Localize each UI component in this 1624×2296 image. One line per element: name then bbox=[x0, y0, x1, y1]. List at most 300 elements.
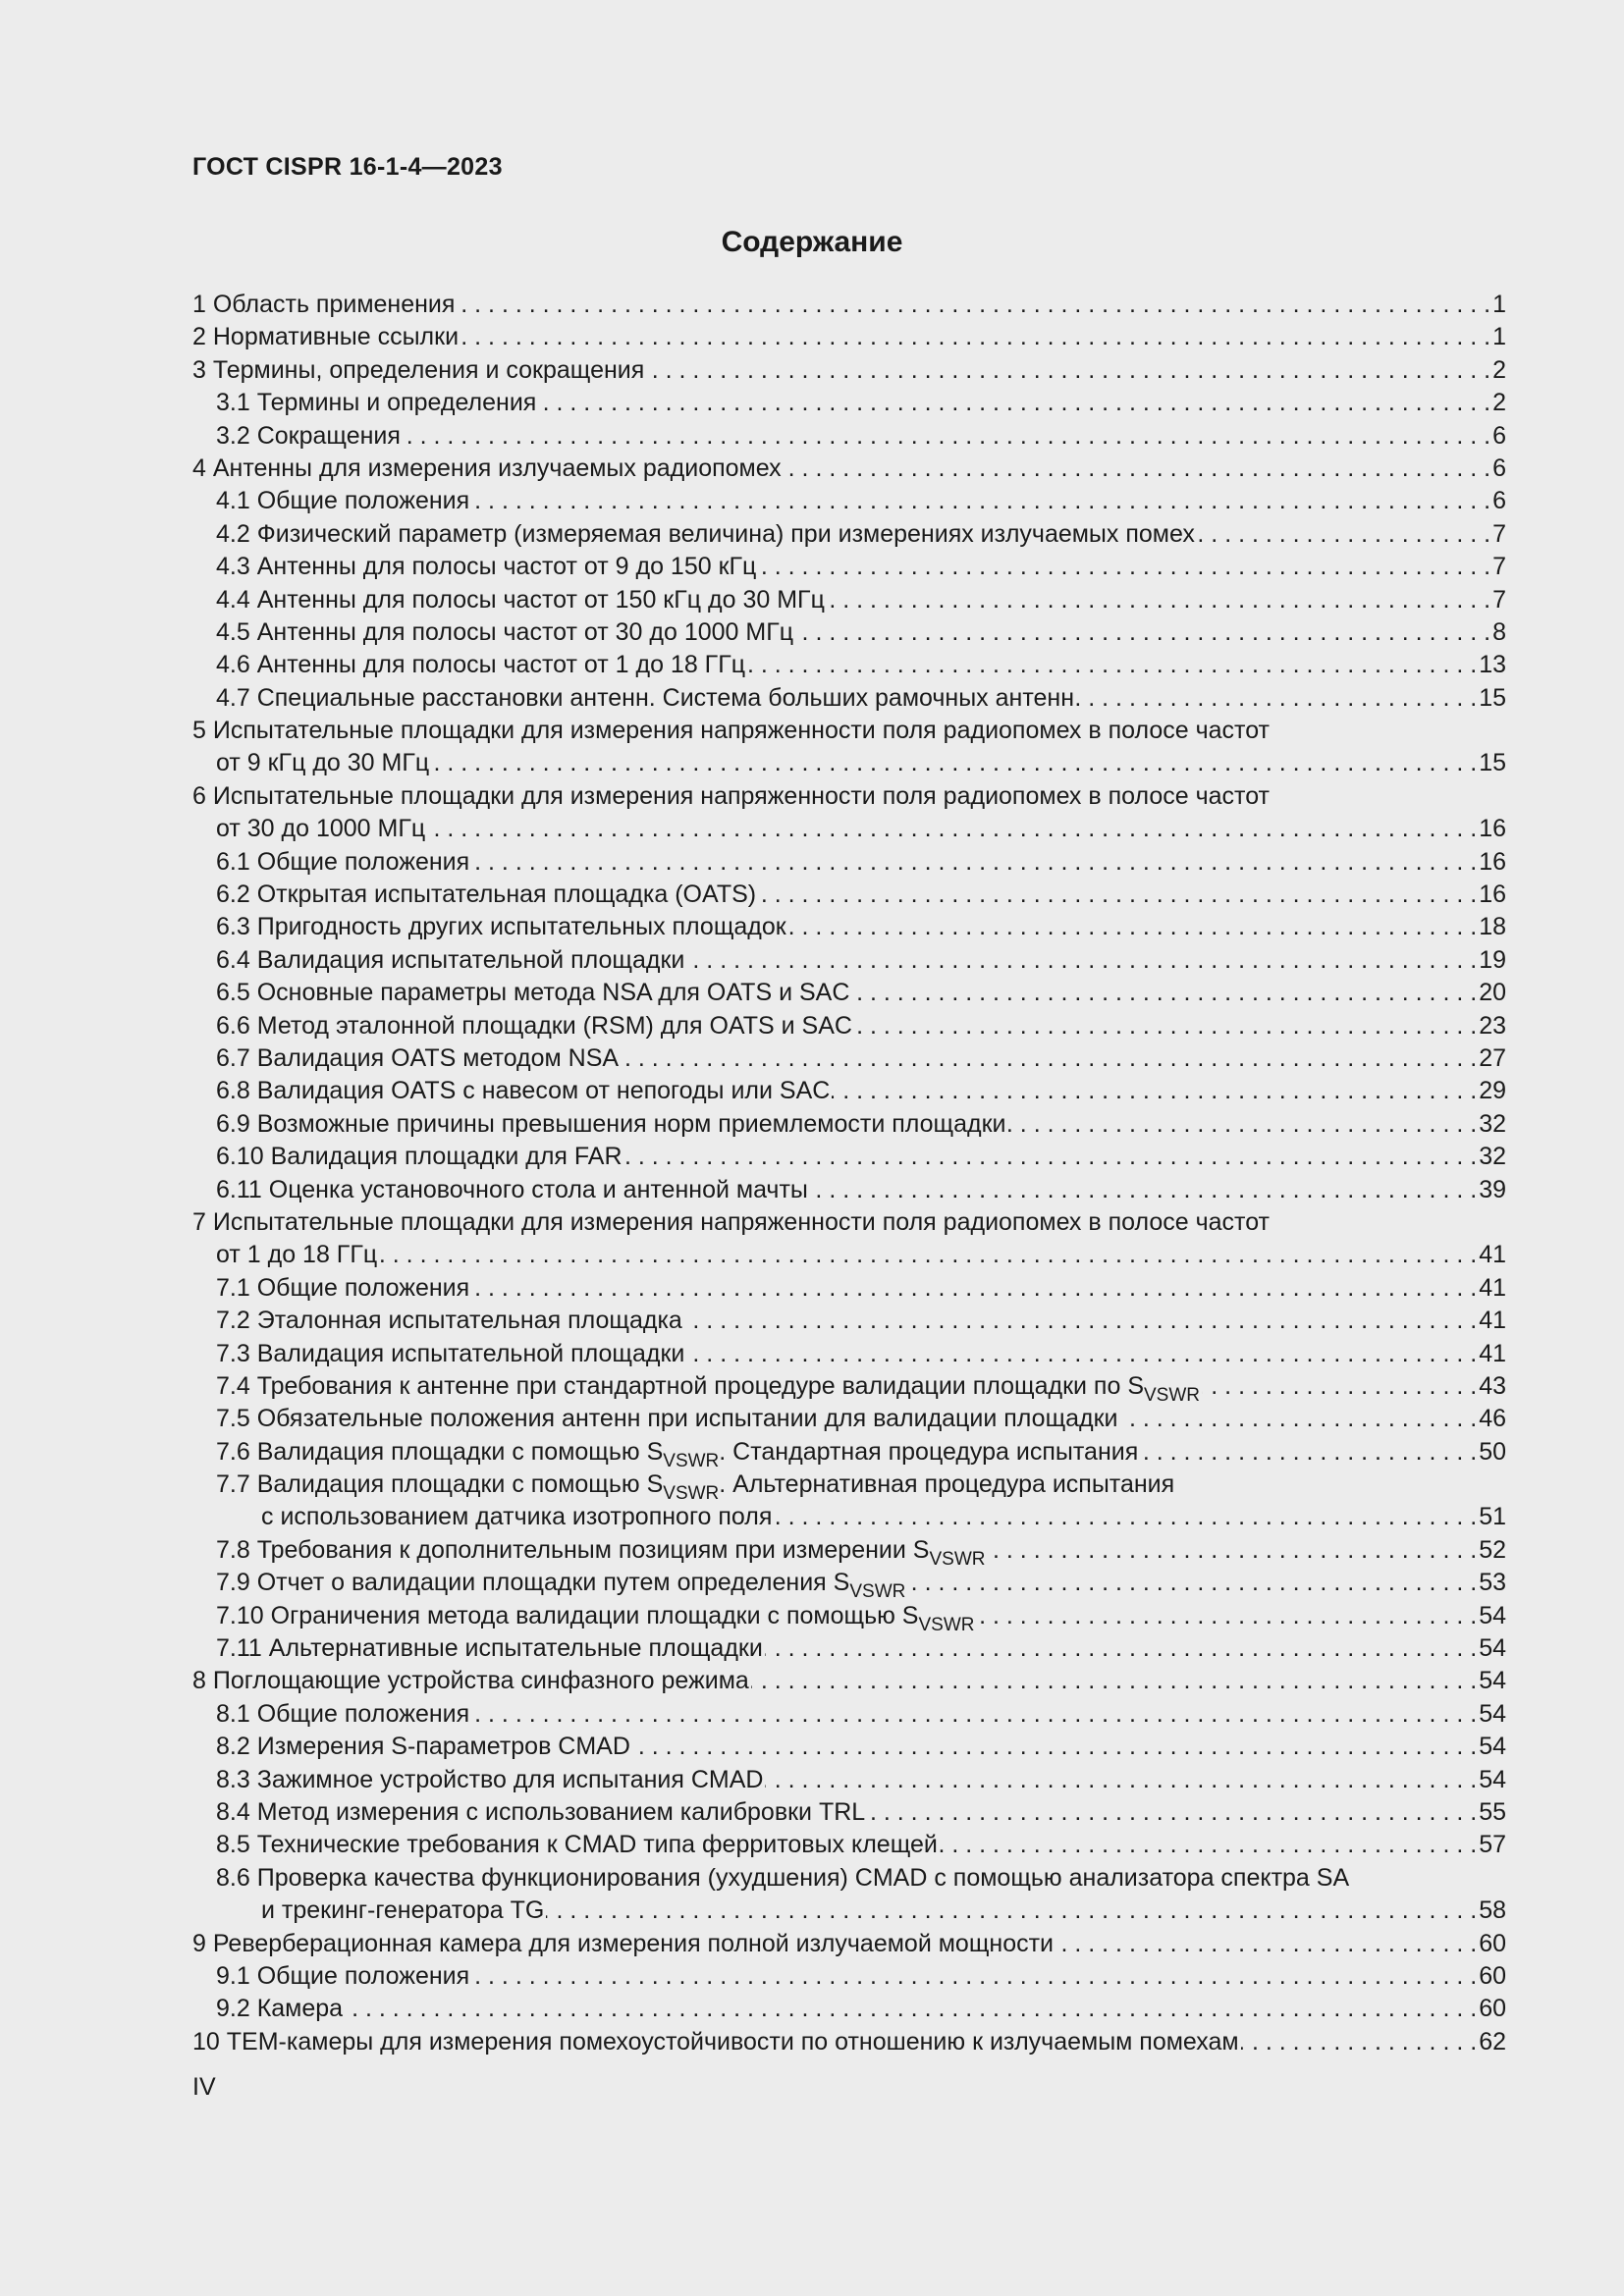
toc-entry-text: Сокращения bbox=[256, 421, 401, 450]
toc-entry-text: Испытательные площадки для измерения напряженности поля радиопомех в полосе частот bbox=[212, 781, 1271, 810]
toc-entry-text: Антенны для полосы частот от 30 до 1000 МГц bbox=[256, 617, 794, 646]
toc-entry-number: 6.7 bbox=[216, 1043, 250, 1072]
toc-leader-dots bbox=[1076, 682, 1477, 715]
toc-page-number: 6 bbox=[1492, 454, 1506, 482]
toc-entry[interactable] bbox=[192, 1698, 1506, 1731]
toc-entry-title bbox=[216, 1108, 1006, 1141]
toc-entry-text: Зажимное устройство для испытания CMAD bbox=[256, 1765, 764, 1793]
toc-entry-text: Термины, определения и сокращения bbox=[212, 355, 645, 384]
toc-entry-text: Основные параметры метода NSA для OATS и SAC bbox=[256, 979, 850, 1007]
toc-entry-number: 7.1 bbox=[216, 1273, 250, 1302]
toc-entry-title bbox=[216, 420, 401, 453]
toc-entry-number: 9.2 bbox=[216, 1995, 250, 2023]
toc-entry-text: Измерения S-параметров CMAD bbox=[256, 1733, 630, 1761]
toc-entry-text: Реверберационная камера для измерения полной излучаемой мощности bbox=[212, 1929, 1055, 1957]
toc-leader-dots bbox=[795, 616, 1490, 649]
toc-leader-dots bbox=[851, 977, 1477, 1009]
toc-entry-number: 4.4 bbox=[216, 585, 250, 614]
toc-entry-text-after: . Альтернативная процедура испытания bbox=[719, 1470, 1175, 1499]
toc-entry-number: 3.1 bbox=[216, 389, 250, 417]
toc-entry[interactable] bbox=[192, 2026, 1506, 2058]
toc-entry-title bbox=[216, 977, 849, 1009]
toc-entry[interactable] bbox=[192, 1600, 1506, 1635]
toc-leader-dots bbox=[403, 420, 1490, 453]
toc-entry[interactable] bbox=[192, 715, 1506, 747]
toc-page-number: 60 bbox=[1479, 1961, 1506, 1990]
toc-entry[interactable] bbox=[192, 518, 1506, 551]
subscript-text: VSWR bbox=[1144, 1384, 1200, 1406]
toc-leader-dots bbox=[684, 1305, 1477, 1337]
toc-entry[interactable] bbox=[192, 1174, 1506, 1206]
toc-entry-title bbox=[216, 911, 786, 943]
toc-entry-title bbox=[192, 453, 782, 485]
toc-entry[interactable] bbox=[192, 1862, 1506, 1895]
toc-page-number: 54 bbox=[1479, 1667, 1506, 1695]
toc-page-number: 2 bbox=[1492, 355, 1506, 384]
toc-leader-dots bbox=[686, 944, 1477, 977]
toc-leader-dots bbox=[854, 1010, 1477, 1042]
toc-entry-title bbox=[216, 1338, 684, 1370]
toc-entry-text: Требования к дополнительным позициям при измерении S bbox=[256, 1535, 930, 1564]
toc-entry-number: 8.4 bbox=[216, 1797, 250, 1826]
table-of-contents bbox=[192, 289, 1506, 2058]
toc-entry-continuation-text: от 30 до 1000 МГц bbox=[216, 815, 426, 843]
toc-leader-dots bbox=[471, 1272, 1477, 1305]
toc-entry-text: Валидация OATS методом NSA bbox=[256, 1043, 620, 1072]
toc-entry[interactable] bbox=[192, 944, 1506, 977]
toc-leader-dots bbox=[940, 1829, 1477, 1861]
toc-leader-dots bbox=[471, 485, 1490, 517]
toc-entry-text: Альтернативные испытательные площадки bbox=[268, 1634, 763, 1663]
toc-leader-dots bbox=[1241, 2026, 1478, 2058]
toc-entry-number: 6.2 bbox=[216, 881, 250, 909]
toc-leader-dots bbox=[632, 1731, 1477, 1763]
toc-entry-title bbox=[192, 354, 644, 387]
toc-entry-title bbox=[216, 649, 745, 681]
toc-entry-text: Специальные расстановки антенн. Система больших рамочных антенн bbox=[256, 683, 1075, 712]
toc-entry-number: 6.8 bbox=[216, 1077, 250, 1105]
toc-entry-title bbox=[216, 879, 756, 911]
toc-entry-title bbox=[216, 1698, 469, 1731]
toc-entry-number: 3 bbox=[192, 355, 206, 384]
page-number: IV bbox=[192, 2073, 216, 2101]
toc-entry[interactable] bbox=[192, 846, 1506, 879]
toc-page-number: 41 bbox=[1479, 1339, 1506, 1367]
toc-entry-number: 9 bbox=[192, 1929, 206, 1957]
toc-entry[interactable] bbox=[192, 453, 1506, 485]
toc-entry-text: Оценка установочного стола и антенной мачты bbox=[268, 1175, 808, 1203]
toc-entry-number: 2 bbox=[192, 323, 206, 351]
toc-entry-number: 9.1 bbox=[216, 1961, 250, 1990]
toc-entry-number: 6.11 bbox=[216, 1175, 262, 1203]
toc-entry[interactable] bbox=[192, 551, 1506, 583]
toc-entry-text: Общие положения bbox=[256, 1273, 470, 1302]
toc-entry-title bbox=[216, 1796, 865, 1829]
toc-page-number: 29 bbox=[1479, 1077, 1506, 1105]
toc-title: Содержание bbox=[721, 226, 903, 258]
toc-leader-dots bbox=[621, 1042, 1477, 1075]
toc-entry-title bbox=[216, 1042, 619, 1075]
toc-entry-title bbox=[216, 1731, 630, 1763]
toc-entry-title bbox=[216, 1632, 763, 1665]
toc-entry[interactable] bbox=[192, 1928, 1506, 1960]
toc-entry-title bbox=[216, 1305, 682, 1337]
toc-entry-text: Проверка качества функционирования (ухудшения) CMAD с помощью анализатора спектра SA bbox=[256, 1863, 1350, 1892]
toc-entry-title bbox=[216, 1468, 1175, 1505]
toc-page-number: 32 bbox=[1479, 1109, 1506, 1138]
toc-entry-text: Валидация площадки с помощью S bbox=[256, 1470, 664, 1499]
toc-entry-text: Общие положения bbox=[256, 1961, 470, 1990]
subscript-text: VSWR bbox=[663, 1450, 720, 1471]
subscript-text: VSWR bbox=[918, 1614, 975, 1635]
toc-entry-text: Ограничения метода валидации площадки с помощью S bbox=[270, 1601, 919, 1629]
toc-leader-dots bbox=[460, 321, 1490, 353]
toc-page-number: 7 bbox=[1492, 585, 1506, 614]
toc-entry-number: 7.6 bbox=[216, 1437, 250, 1466]
toc-page-number: 41 bbox=[1479, 1307, 1506, 1335]
toc-leader-dots bbox=[987, 1534, 1477, 1567]
toc-entry[interactable] bbox=[192, 1010, 1506, 1042]
toc-entry-number: 7.7 bbox=[216, 1470, 250, 1499]
toc-entry-text: Обязательные положения антенн при испытании для валидации площадки bbox=[256, 1405, 1118, 1433]
toc-leader-dots bbox=[976, 1600, 1477, 1632]
toc-page-number: 52 bbox=[1479, 1535, 1506, 1564]
toc-entry-title bbox=[216, 1174, 808, 1206]
toc-page-number: 54 bbox=[1479, 1634, 1506, 1663]
toc-page-number: 32 bbox=[1479, 1143, 1506, 1171]
toc-entry-number: 7.8 bbox=[216, 1535, 250, 1564]
toc-entry-continuation-text: от 9 кГц до 30 МГц bbox=[216, 749, 430, 777]
toc-entry[interactable] bbox=[192, 1764, 1506, 1796]
toc-entry-title bbox=[216, 1436, 1139, 1471]
toc-entry[interactable] bbox=[192, 1370, 1506, 1406]
toc-leader-dots bbox=[765, 1764, 1477, 1796]
toc-page-number: 18 bbox=[1479, 913, 1506, 941]
toc-entry[interactable] bbox=[192, 1272, 1506, 1305]
toc-entry[interactable] bbox=[192, 1403, 1506, 1435]
toc-page-number: 13 bbox=[1479, 651, 1506, 679]
toc-entry-number: 6.4 bbox=[216, 945, 250, 974]
toc-leader-dots bbox=[784, 453, 1490, 485]
toc-entry-title bbox=[216, 616, 793, 649]
toc-entry-text: Валидация площадки с помощью S bbox=[256, 1437, 664, 1466]
toc-page-number: 54 bbox=[1479, 1733, 1506, 1761]
toc-entry-number: 3.2 bbox=[216, 421, 250, 450]
toc-entry-title bbox=[216, 1403, 1118, 1435]
toc-entry-title bbox=[216, 1764, 763, 1796]
toc-leader-dots bbox=[624, 1141, 1478, 1173]
toc-page-number: 41 bbox=[1479, 1273, 1506, 1302]
toc-entry-number: 10 bbox=[192, 2027, 220, 2056]
toc-entry-text: Термины и определения bbox=[256, 389, 537, 417]
toc-leader-dots bbox=[1008, 1108, 1478, 1141]
subscript-text: VSWR bbox=[663, 1483, 720, 1505]
toc-entry[interactable] bbox=[192, 1829, 1506, 1861]
toc-page-number: 1 bbox=[1492, 291, 1506, 318]
toc-entry-number: 8 bbox=[192, 1667, 206, 1695]
toc-leader-dots bbox=[827, 584, 1490, 616]
toc-page-number: 55 bbox=[1479, 1797, 1506, 1826]
toc-entry-title bbox=[216, 1862, 1349, 1895]
toc-entry[interactable] bbox=[192, 354, 1506, 387]
toc-page-number: 16 bbox=[1479, 847, 1506, 876]
toc-entry-number: 7.11 bbox=[216, 1634, 262, 1663]
toc-entry[interactable] bbox=[192, 1436, 1506, 1471]
toc-entry-number: 8.1 bbox=[216, 1699, 250, 1728]
toc-spacer bbox=[1270, 780, 1506, 813]
toc-entry-continuation-text: с использованием датчика изотропного поля bbox=[261, 1503, 773, 1531]
toc-entry-number: 5 bbox=[192, 717, 206, 745]
toc-entry-number: 4.6 bbox=[216, 651, 250, 679]
toc-entry-title bbox=[216, 387, 536, 419]
toc-entry-number: 7 bbox=[192, 1207, 206, 1236]
toc-entry-number: 6.5 bbox=[216, 979, 250, 1007]
toc-entry[interactable] bbox=[192, 1338, 1506, 1370]
toc-page-number: 27 bbox=[1479, 1043, 1506, 1072]
toc-page-number: 60 bbox=[1479, 1929, 1506, 1957]
toc-entry[interactable] bbox=[192, 1042, 1506, 1075]
toc-entry-number: 7.5 bbox=[216, 1405, 250, 1433]
toc-entry-title bbox=[216, 1370, 1200, 1406]
toc-entry-number: 6.6 bbox=[216, 1011, 250, 1040]
toc-entry-number: 4.2 bbox=[216, 519, 250, 548]
toc-entry-text: Технические требования к CMAD типа ферритовых клещей bbox=[256, 1831, 938, 1859]
toc-page-number: 54 bbox=[1479, 1699, 1506, 1728]
toc-leader-dots bbox=[788, 911, 1477, 943]
toc-leader-dots bbox=[1140, 1436, 1477, 1468]
toc-page-number: 15 bbox=[1479, 683, 1506, 712]
toc-entry-number: 7.4 bbox=[216, 1371, 250, 1400]
toc-entry[interactable] bbox=[192, 485, 1506, 517]
toc-leader-dots bbox=[538, 387, 1490, 419]
toc-leader-dots bbox=[457, 289, 1490, 321]
toc-entry-text: Физический параметр (измеряемая величина) при измерениях излучаемых помех bbox=[256, 519, 1195, 548]
toc-entry-title bbox=[216, 1600, 975, 1635]
toc-entry[interactable] bbox=[192, 1632, 1506, 1665]
toc-entry-title bbox=[192, 2026, 1239, 2058]
toc-page-number: 46 bbox=[1479, 1405, 1506, 1433]
toc-entry-text: Антенны для полосы частот от 1 до 18 ГГц bbox=[256, 651, 746, 679]
toc-entry-title bbox=[216, 1829, 938, 1861]
toc-entry[interactable] bbox=[192, 289, 1506, 321]
toc-entry[interactable] bbox=[192, 649, 1506, 681]
toc-spacer bbox=[1270, 1206, 1506, 1239]
toc-page-number: 39 bbox=[1479, 1175, 1506, 1203]
toc-page-number: 8 bbox=[1492, 617, 1506, 646]
toc-entry-continuation[interactable] bbox=[192, 1501, 1506, 1533]
toc-entry-title bbox=[216, 518, 1195, 551]
toc-entry-number: 7.9 bbox=[216, 1569, 250, 1597]
toc-entry[interactable] bbox=[192, 1206, 1506, 1239]
toc-entry-title bbox=[216, 682, 1074, 715]
toc-entry-text: Эталонная испытательная площадка bbox=[256, 1307, 682, 1335]
toc-entry[interactable] bbox=[192, 1960, 1506, 1993]
toc-entry-continuation[interactable] bbox=[192, 1239, 1506, 1271]
toc-leader-dots bbox=[686, 1338, 1477, 1370]
toc-leader-dots bbox=[546, 1895, 1477, 1927]
toc-page-number: 7 bbox=[1492, 553, 1506, 581]
toc-entry[interactable] bbox=[192, 1796, 1506, 1829]
toc-page-number: 54 bbox=[1479, 1601, 1506, 1629]
toc-leader-dots bbox=[1197, 518, 1490, 551]
toc-entry-title bbox=[192, 1665, 749, 1697]
toc-entry-title bbox=[216, 1993, 343, 2025]
toc-entry-number: 6.10 bbox=[216, 1143, 264, 1171]
toc-entry-continuation-text: и трекинг-генератора TG bbox=[261, 1896, 545, 1925]
toc-entry-title bbox=[216, 846, 469, 879]
toc-entry-number: 7.3 bbox=[216, 1339, 250, 1367]
toc-leader-dots bbox=[1056, 1928, 1477, 1960]
toc-entry-number: 8.6 bbox=[216, 1863, 250, 1892]
toc-entry[interactable] bbox=[192, 682, 1506, 715]
toc-entry-text: Пригодность других испытательных площадок bbox=[256, 913, 786, 941]
toc-entry-text: Метод измерения с использованием калибровки TRL bbox=[256, 1797, 866, 1826]
toc-leader-dots bbox=[646, 354, 1490, 387]
toc-page-number: 1 bbox=[1492, 323, 1506, 351]
toc-entry-title bbox=[192, 780, 1270, 813]
toc-leader-dots bbox=[867, 1796, 1477, 1829]
toc-page-number: 53 bbox=[1479, 1569, 1506, 1597]
toc-entry-text: Валидация площадки для FAR bbox=[270, 1143, 623, 1171]
toc-entry-title bbox=[192, 321, 459, 353]
toc-leader-dots bbox=[758, 551, 1490, 583]
toc-page-number: 23 bbox=[1479, 1011, 1506, 1040]
toc-entry-number: 7.10 bbox=[216, 1601, 264, 1629]
toc-entry[interactable] bbox=[192, 977, 1506, 1009]
toc-page-number: 51 bbox=[1479, 1503, 1506, 1531]
toc-entry-number: 4.5 bbox=[216, 617, 250, 646]
toc-page-number: 2 bbox=[1492, 389, 1506, 417]
toc-leader-dots bbox=[427, 813, 1477, 845]
toc-entry[interactable] bbox=[192, 1141, 1506, 1173]
toc-entry-number: 6 bbox=[192, 781, 206, 810]
toc-entry-text: Валидация испытательной площадки bbox=[256, 1339, 685, 1367]
toc-page-number: 62 bbox=[1479, 2027, 1506, 2056]
toc-entry[interactable] bbox=[192, 1731, 1506, 1763]
toc-leader-dots bbox=[907, 1567, 1477, 1599]
toc-entry[interactable] bbox=[192, 321, 1506, 353]
toc-entry[interactable] bbox=[192, 1468, 1506, 1505]
toc-entry-text: Общие положения bbox=[256, 847, 470, 876]
toc-page-number: 6 bbox=[1492, 487, 1506, 515]
toc-entry-number: 4 bbox=[192, 454, 206, 482]
toc-leader-dots bbox=[431, 747, 1477, 779]
subscript-text: VSWR bbox=[929, 1548, 986, 1570]
toc-entry-continuation[interactable] bbox=[192, 813, 1506, 845]
toc-entry[interactable] bbox=[192, 911, 1506, 943]
toc-entry[interactable] bbox=[192, 1567, 1506, 1603]
toc-leader-dots bbox=[832, 1075, 1477, 1107]
toc-entry-continuation-text: от 1 до 18 ГГц bbox=[216, 1241, 378, 1269]
toc-entry-text: Камера bbox=[256, 1995, 344, 2023]
toc-leader-dots bbox=[471, 1960, 1477, 1993]
toc-spacer bbox=[1174, 1468, 1506, 1501]
toc-entry-title bbox=[192, 1206, 1270, 1239]
document-code-header: ГОСТ CISPR 16-1-4—2023 bbox=[192, 153, 503, 181]
toc-entry-text: Метод эталонной площадки (RSM) для OATS и SAC bbox=[256, 1011, 852, 1040]
toc-entry-continuation[interactable] bbox=[192, 1895, 1506, 1927]
toc-entry-number: 4.3 bbox=[216, 553, 250, 581]
toc-page-number: 60 bbox=[1479, 1995, 1506, 2023]
toc-leader-dots bbox=[379, 1239, 1477, 1271]
toc-leader-dots bbox=[1202, 1370, 1477, 1403]
toc-entry-text: Открытая испытательная площадка (OATS) bbox=[256, 881, 757, 909]
subscript-text: VSWR bbox=[849, 1581, 906, 1603]
toc-entry[interactable] bbox=[192, 1108, 1506, 1141]
toc-entry[interactable] bbox=[192, 1534, 1506, 1570]
toc-entry[interactable] bbox=[192, 879, 1506, 911]
toc-page-number: 54 bbox=[1479, 1765, 1506, 1793]
toc-page-number: 19 bbox=[1479, 945, 1506, 974]
toc-entry-text: Валидация испытательной площадки bbox=[256, 945, 685, 974]
toc-entry[interactable] bbox=[192, 420, 1506, 453]
toc-entry[interactable] bbox=[192, 780, 1506, 813]
toc-page-number: 41 bbox=[1479, 1241, 1506, 1269]
toc-entry-title bbox=[216, 1010, 852, 1042]
toc-leader-dots bbox=[765, 1632, 1477, 1665]
toc-entry-text: Общие положения bbox=[256, 1699, 470, 1728]
toc-entry-text: ТЕМ-камеры для измерения помехоустойчивости по отношению к излучаемым помехам bbox=[226, 2027, 1239, 2056]
toc-page-number: 57 bbox=[1479, 1831, 1506, 1859]
toc-entry-continuation[interactable] bbox=[192, 747, 1506, 779]
toc-entry-number: 6.9 bbox=[216, 1109, 250, 1138]
toc-entry-text: Отчет о валидации площадки путем определения S bbox=[256, 1569, 850, 1597]
toc-leader-dots bbox=[751, 1665, 1477, 1697]
toc-entry[interactable] bbox=[192, 1075, 1506, 1107]
toc-entry-number: 6.1 bbox=[216, 847, 250, 876]
toc-entry-title bbox=[216, 1075, 830, 1107]
toc-entry-text: Испытательные площадки для измерения напряженности поля радиопомех в полосе частот bbox=[212, 1207, 1271, 1236]
toc-entry-text: Область применения bbox=[212, 291, 456, 318]
toc-entry[interactable] bbox=[192, 1993, 1506, 2025]
toc-entry-title bbox=[216, 1534, 986, 1570]
toc-entry[interactable] bbox=[192, 616, 1506, 649]
toc-entry-text-after: . Стандартная процедура испытания bbox=[719, 1437, 1139, 1466]
toc-page-number: 16 bbox=[1479, 881, 1506, 909]
toc-leader-dots bbox=[471, 1698, 1477, 1731]
toc-spacer bbox=[1349, 1862, 1506, 1895]
toc-entry-title bbox=[216, 944, 684, 977]
toc-entry[interactable] bbox=[192, 1665, 1506, 1697]
toc-entry[interactable] bbox=[192, 584, 1506, 616]
toc-leader-dots bbox=[758, 879, 1477, 911]
toc-entry-number: 8.3 bbox=[216, 1765, 250, 1793]
toc-entry-title bbox=[216, 485, 469, 517]
toc-leader-dots bbox=[345, 1993, 1477, 2025]
toc-entry-number: 7.2 bbox=[216, 1307, 250, 1335]
toc-page-number: 6 bbox=[1492, 421, 1506, 450]
toc-entry-title bbox=[216, 1272, 469, 1305]
toc-page-number: 20 bbox=[1479, 979, 1506, 1007]
toc-entry-number: 8.5 bbox=[216, 1831, 250, 1859]
toc-page-number: 58 bbox=[1479, 1896, 1506, 1925]
toc-entry-number: 6.3 bbox=[216, 913, 250, 941]
toc-leader-dots bbox=[1120, 1403, 1478, 1435]
toc-leader-dots bbox=[810, 1174, 1477, 1206]
toc-entry-title bbox=[216, 1141, 623, 1173]
toc-entry-title bbox=[192, 715, 1270, 747]
toc-entry-title bbox=[216, 1960, 469, 1993]
toc-page-number: 7 bbox=[1492, 519, 1506, 548]
toc-page-number: 43 bbox=[1479, 1371, 1506, 1400]
toc-entry[interactable] bbox=[192, 387, 1506, 419]
toc-entry-text: Возможные причины превышения норм приемлемости площадки bbox=[256, 1109, 1006, 1138]
toc-entry-text: Нормативные ссылки bbox=[212, 323, 460, 351]
toc-entry-text: Антенны для измерения излучаемых радиопомех bbox=[212, 454, 782, 482]
toc-entry-title bbox=[216, 584, 825, 616]
toc-entry[interactable] bbox=[192, 1305, 1506, 1337]
toc-entry-text: Поглощающие устройства синфазного режима bbox=[212, 1667, 749, 1695]
